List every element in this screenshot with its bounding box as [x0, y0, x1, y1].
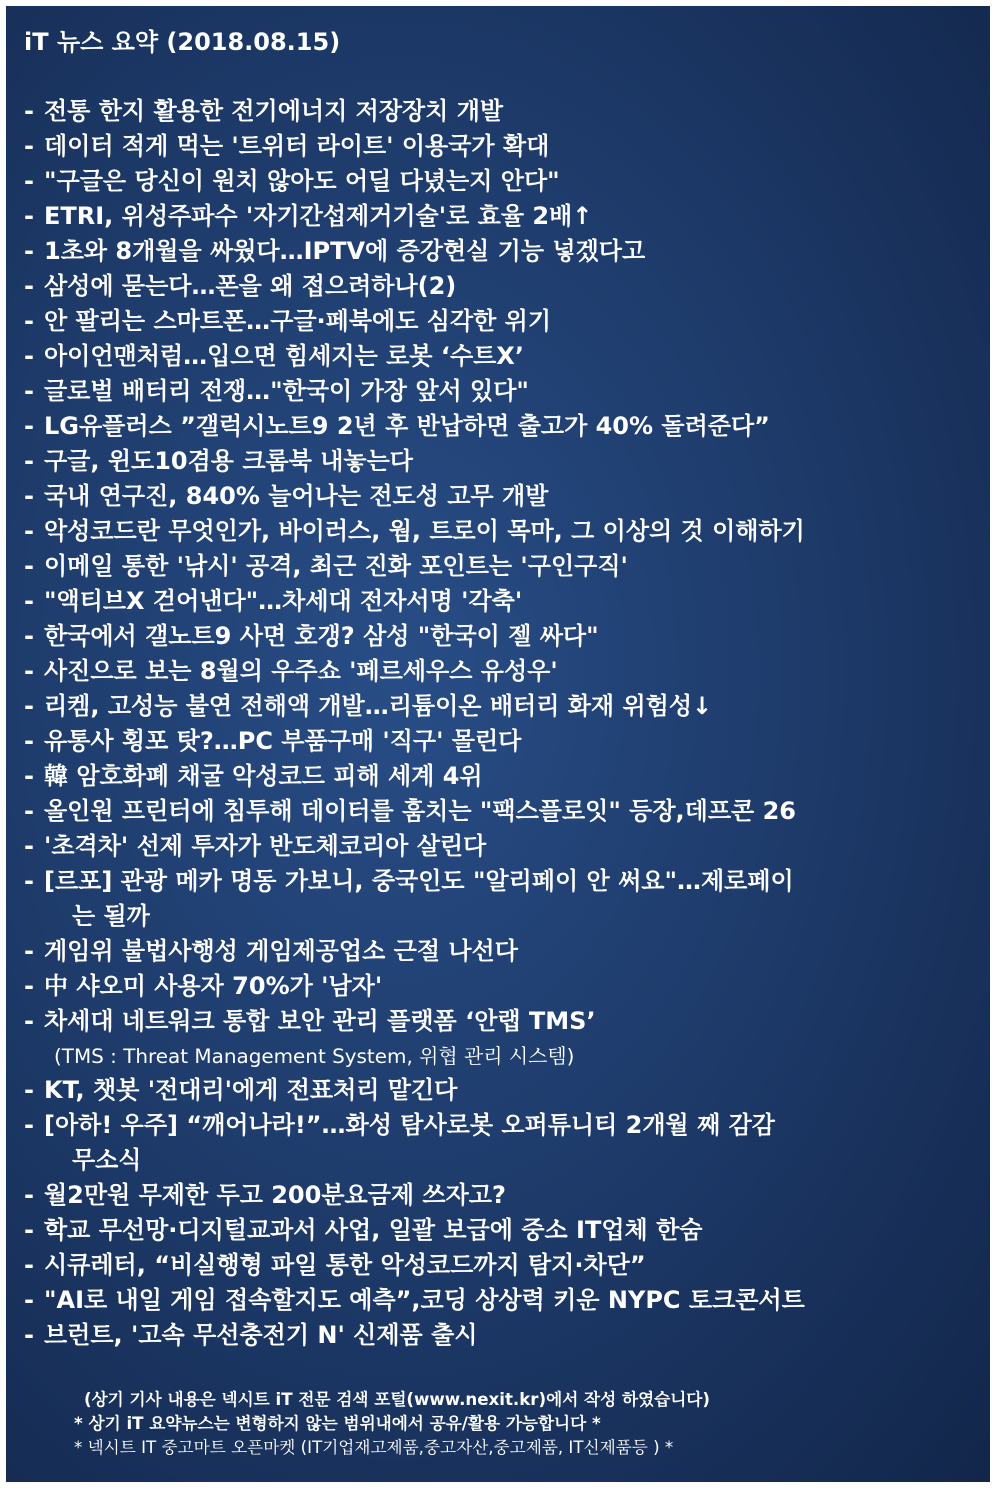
news-item — [20, 1213, 986, 1248]
footer-market-note: * 넥시트 IT 중고마트 오픈마켓 (IT기업재고제품,중고자산,중고제품, IT신제품등 ) * — [74, 1438, 674, 1457]
news-item-text: 이메일 통한 '낚시' 공격, 최근 진화 포인트는 '구인구직' — [44, 552, 628, 580]
news-item — [20, 199, 986, 234]
news-item — [20, 1108, 986, 1178]
news-item — [20, 689, 986, 724]
news-item-text: [르포] 관광 메카 명동 가보니, 중국인도 "알리페이 안 써요"…제로페이 — [44, 867, 794, 895]
news-item-text: ETRI, 위성주파수 '자기간섭제거기술'로 효율 2배↑ — [44, 202, 593, 230]
news-item — [20, 794, 986, 829]
news-item — [20, 1318, 986, 1353]
news-item-text: "AI로 내일 게임 접속할지도 예측”,코딩 상상력 키운 NYPC 토크콘서트 — [44, 1286, 805, 1314]
news-item-text: 브런트, '고속 무선충전기 N' 신제품 출시 — [44, 1321, 478, 1349]
news-item — [20, 304, 986, 339]
news-item-text: "액티브X 걷어낸다"…차세대 전자서명 '각축' — [44, 587, 523, 615]
news-item — [20, 479, 986, 514]
news-item-text: "구글은 당신이 원치 않아도 어딜 다녔는지 안다" — [44, 167, 560, 195]
news-item — [20, 444, 986, 479]
news-item-text: 韓 암호화폐 채굴 악성코드 피해 세계 4위 — [44, 762, 483, 790]
news-item-text: 국내 연구진, 840% 늘어나는 전도성 고무 개발 — [44, 482, 549, 510]
news-item — [20, 759, 986, 794]
news-item — [20, 234, 986, 269]
news-item-text: 1초와 8개월을 싸웠다…IPTV에 증강현실 기능 넣겠다고 — [44, 237, 646, 265]
news-item-text: KT, 챗봇 '전대리'에게 전표처리 맡긴다 — [44, 1076, 458, 1104]
news-item-text: 올인원 프린터에 침투해 데이터를 훔치는 "팩스플로잇" 등장,데프콘 26 — [44, 797, 796, 825]
news-item — [20, 1178, 986, 1213]
news-item — [20, 584, 986, 619]
page-title: iT 뉴스 요약 (2018.08.15) — [24, 28, 341, 56]
news-item — [20, 829, 986, 864]
news-item-text: 中 샤오미 사용자 70%가 '남자' — [44, 972, 383, 1000]
news-item-text: 삼성에 묻는다…폰을 왜 접으려하나(2) — [44, 272, 457, 300]
news-panel — [6, 6, 990, 1482]
news-item — [20, 514, 986, 549]
footer-share-note: * 상기 iT 요약뉴스는 변형하지 않는 범위내에서 공유/활용 가능합니다 * — [74, 1414, 601, 1433]
news-item-text: '초격차' 선제 투자가 반도체코리아 살린다 — [44, 832, 487, 860]
news-item-text: 한국에서 갤노트9 사면 호갱? 삼성 "한국이 젤 싸다" — [44, 622, 599, 650]
news-item — [20, 654, 986, 689]
news-item — [20, 619, 986, 654]
news-item — [20, 1283, 986, 1318]
news-item-subnote: (TMS : Threat Management System, 위협 관리 시스템) — [54, 1044, 575, 1068]
news-item-text: 리켐, 고성능 불연 전해액 개발…리튬이온 배터리 화재 위험성↓ — [44, 692, 713, 720]
news-item-continuation: 는 될까 — [72, 902, 150, 930]
news-item — [20, 129, 986, 164]
news-item — [20, 409, 986, 444]
news-item — [20, 969, 986, 1004]
news-item — [20, 1073, 986, 1108]
news-item-text: 안 팔리는 스마트폰…구글·페북에도 심각한 위기 — [44, 307, 552, 335]
news-item-text: 데이터 적게 먹는 '트위터 라이트' 이용국가 확대 — [44, 132, 550, 160]
footer — [6, 1388, 990, 1460]
news-item-text: 글로벌 배터리 전쟁…"한국이 가장 앞서 있다" — [44, 377, 529, 405]
news-item — [20, 864, 986, 934]
news-item-text: LG유플러스 ”갤럭시노트9 2년 후 반납하면 출고가 40% 돌려준다” — [44, 412, 770, 440]
news-item — [20, 164, 986, 199]
news-item-continuation: 무소식 — [72, 1146, 142, 1174]
news-item — [20, 94, 986, 129]
news-item-text: 시큐레터, “비실행형 파일 통한 악성코드까지 탐지·차단” — [44, 1251, 646, 1279]
news-item — [20, 549, 986, 584]
news-item-text: 구글, 윈도10겸용 크롬북 내놓는다 — [44, 447, 413, 475]
news-item — [20, 1248, 986, 1283]
news-item — [20, 934, 986, 969]
news-item-text: 사진으로 보는 8월의 우주쇼 '페르세우스 유성우' — [44, 657, 558, 685]
news-item-text: 유통사 횡포 탓?…PC 부품구매 '직구' 몰린다 — [44, 727, 522, 755]
news-item-text: 월2만원 무제한 두고 200분요금제 쓰자고? — [44, 1181, 506, 1209]
news-item-text: 게임위 불법사행성 게임제공업소 근절 나선다 — [44, 937, 518, 965]
news-item — [20, 724, 986, 759]
news-item — [20, 339, 986, 374]
news-item-text: 학교 무선망·디지털교과서 사업, 일괄 보급에 중소 IT업체 한숨 — [44, 1216, 703, 1244]
news-item — [20, 269, 986, 304]
footer-source-note: (상기 기사 내용은 넥시트 iT 전문 검색 포털(www.nexit.kr)에서 작성 하였습니다) — [84, 1390, 710, 1409]
news-list — [20, 94, 986, 1353]
news-item-text: 차세대 네트워크 통합 보안 관리 플랫폼 ‘안랩 TMS’ — [44, 1007, 596, 1035]
news-item-text: [아하! 우주] “깨어나라!”…화성 탐사로봇 오퍼튜니티 2개월 째 감감 — [44, 1111, 775, 1139]
news-item-text: 악성코드란 무엇인가, 바이러스, 웜, 트로이 목마, 그 이상의 것 이해하기 — [44, 517, 805, 545]
news-item — [20, 1004, 986, 1073]
news-item-text: 아이언맨처럼…입으면 힘세지는 로봇 ‘수트X’ — [44, 342, 524, 370]
news-item — [20, 374, 986, 409]
news-item-text: 전통 한지 활용한 전기에너지 저장장치 개발 — [44, 97, 504, 125]
